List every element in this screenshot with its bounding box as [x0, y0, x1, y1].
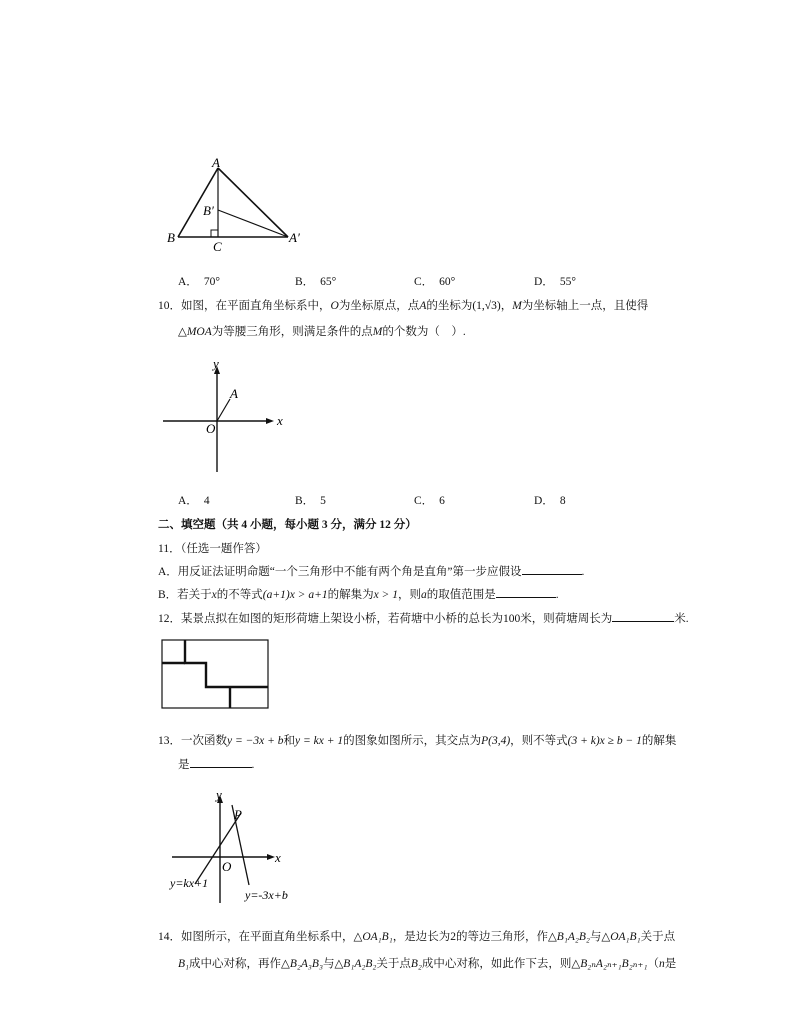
point-p-label: P — [234, 807, 242, 822]
q10-option-d: D． 8 — [534, 495, 566, 507]
q10-line2: △MOA为等腰三角形，则满足条件的点M的个数为（ ）. — [178, 326, 466, 338]
q10-line1: 10．如图，在平面直角坐标系中，O为坐标原点，点A的坐标为(1,√3)，M为坐标轴上一点，且使得 — [158, 300, 649, 312]
label-B: B — [167, 230, 175, 245]
q11-head: 11．（任选一题作答） — [158, 543, 267, 555]
answer-blank[interactable] — [190, 756, 252, 768]
q9-option-a: A． 70° — [178, 276, 220, 288]
origin-label: O — [206, 421, 216, 436]
answer-blank[interactable] — [496, 586, 556, 598]
figure-q9 — [160, 155, 310, 255]
q10-option-a: A． 4 — [178, 495, 210, 507]
q9-option-b: B． 65° — [295, 276, 337, 288]
axis-y-label: y — [213, 358, 219, 371]
q13-line1: 13．一次函数y = −3x + b和y = kx + 1的图象如图所示，其交点为P(3,4)，则不等式(3 + k)x ≥ b − 1的解集 — [158, 735, 677, 747]
label-A: A — [212, 155, 220, 170]
answer-blank[interactable] — [522, 563, 582, 575]
line-label-3x: y=-3x+b — [245, 888, 288, 902]
origin-label: O — [222, 859, 232, 874]
label-A-prime: A′ — [289, 230, 300, 245]
axis-y-label: y — [216, 787, 222, 802]
figure-q13 — [165, 787, 290, 907]
q11-part-a: A．用反证法证明命题“一个三角形中不能有两个角是直角”第一步应假设 . — [158, 563, 584, 579]
axis-x-label: x — [275, 850, 281, 865]
q10-option-b: B． 5 — [295, 495, 326, 507]
figure-q10 — [160, 358, 290, 478]
q10-option-c: C． 6 — [414, 495, 445, 507]
section-heading: 二、填空题（共 4 小题，每小题 3 分，满分 12 分） — [158, 519, 417, 531]
q14-line2: B₁成中心对称，再作△B₂A₃B₃与△B₁A₂B₂关于点B₂成中心对称，如此作下去，则△B₂ₙA₂ₙ₊₁B₂ₙ₊₁（n是 — [178, 958, 677, 970]
q9-option-c: C． 60° — [414, 276, 456, 288]
axis-x-label: x — [277, 413, 283, 428]
figure-q12 — [160, 638, 272, 712]
line-label-kx: y=kx+1 — [170, 876, 209, 890]
point-a-label: A — [230, 386, 238, 401]
label-B-prime: B′ — [203, 203, 214, 218]
q12-text: 12．某景点拟在如图的矩形荷塘上架设小桥，若荷塘中小桥的总长为100米，则荷塘周长为 米. — [158, 610, 689, 626]
q9-option-d: D． 55° — [534, 276, 576, 288]
answer-blank[interactable] — [612, 610, 674, 622]
q14-line1: 14．如图所示，在平面直角坐标系中，△OA₁B₁，是边长为2的等边三角形，作△B₁A₂B₂与△OA₁B₁关于点 — [158, 931, 676, 943]
q13-line2: 是 . — [178, 756, 254, 772]
q11-part-b: B．若关于x的不等式(a+1)x > a+1的解集为x > 1，则a的取值范围是 . — [158, 586, 559, 602]
label-C: C — [213, 239, 222, 254]
